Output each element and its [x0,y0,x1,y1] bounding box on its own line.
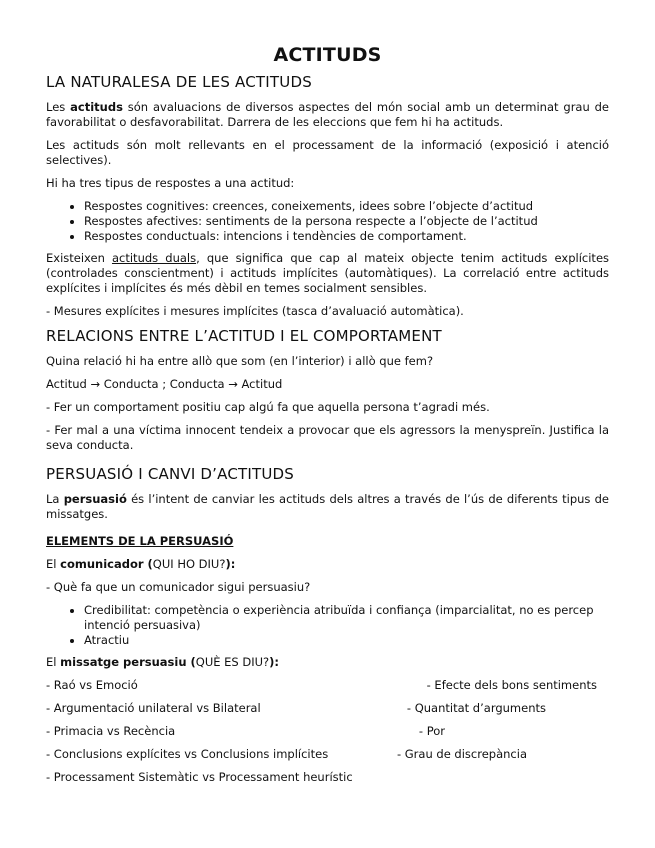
bold-term: persuasió [63,492,127,506]
list-item: • Respostes cognitives: creences, coneixements, idees sobre l’objecte d’actitud [84,199,609,214]
paragraph-persuasion [46,492,609,522]
message-right: - Efecte dels bons sentiments [426,678,597,692]
message-label [46,655,609,670]
message-row [46,678,609,693]
text: Existeixen [46,251,112,265]
paragraph-definition [46,100,609,130]
text: és l’intent de canviar les actituds dels altres a través de l’ús de diferents tipus de missatges. [46,492,609,521]
message-row [46,724,609,739]
message-left: - Raó vs Emoció [46,678,138,692]
message-row [46,701,609,716]
list-item: • Respostes conductuals: intencions i tendències de comportament. [84,229,609,244]
list-item: • Credibilitat: competència o experiència atribuïda i confiança (imparcialitat, no es percep intenció persuasiva) [84,603,609,633]
document-page [46,44,609,793]
text: QUÈ ES DIU? [195,655,270,669]
section-heading-naturalesa: LA NATURALESA DE LES ACTITUDS [46,73,312,91]
section-heading-relacions: RELACIONS ENTRE L’ACTITUD I EL COMPORTAMENT [46,327,442,345]
text: El [46,557,61,571]
underlined-term: actituds duals [111,251,197,265]
message-right: - Quantitat d’arguments [406,701,546,715]
paragraph-question: Quina relació hi ha entre allò que som (en l’interior) i allò que fem? [46,354,434,368]
text: Les [46,100,71,114]
message-left: - Conclusions explícites vs Conclusions implícites [46,747,329,761]
message-left: - Primacia vs Recència [46,724,176,738]
paragraph-response-types: Hi ha tres tipus de respostes a una actitud: [46,176,295,190]
list-item: • Respostes afectives: sentiments de la persona respecte a l’objecte de l’actitud [84,214,609,229]
paragraph-dual-attitudes [46,251,609,296]
communicator-list [46,603,609,648]
text: són avaluacions de diversos aspectes del món social amb un determinat grau de favorabilitat o desfavorabilitat. Darrera de les eleccions que fem hi ha actituds. [46,100,609,129]
paragraph-victim: - Fer mal a una víctima innocent tendeix a provocar que els agressors la menyspreïn. Justifica la seva conducta. [46,423,609,452]
paragraph-measures: - Mesures explícites i mesures implícites (tasca d’avaluació automàtica). [46,304,464,318]
paragraph-positive: - Fer un comportament positiu cap algú fa que aquella persona t’agradi més. [46,400,490,414]
text: El [46,655,61,669]
text: , que significa que cap al mateix objecte tenim actituds explícites (controlades conscientment) i actituds implícites (automàtiques). La correlació entre actituds explícites i implícites és més dèbil en temes socialment sensibles. [46,251,610,295]
document-title: ACTITUDS [273,44,382,66]
text: La [46,492,64,506]
list-item: • Atractiu [84,633,609,648]
message-left: - Argumentació unilateral vs Bilateral [46,701,261,715]
message-right: - Por [418,724,445,738]
bold-term: ): [269,655,280,669]
bold-term: missatge persuasiu ( [60,655,196,669]
bold-term: comunicador ( [60,557,153,571]
paragraph-relevance: Les actituds són molt rellevants en el processament de la informació (exposició i atenció selectives). [46,138,609,167]
bold-term: actituds [70,100,123,114]
communicator-question: - Què fa que un comunicador sigui persuasiu? [46,580,311,594]
response-list [46,199,609,244]
section-heading-persuasio: PERSUASIÓ I CANVI D’ACTITUDS [46,465,295,483]
communicator-label [46,557,609,572]
message-right: - Grau de discrepància [396,747,527,761]
bold-term: ): [225,557,236,571]
text: QUI HO DIU? [152,557,226,571]
elements-heading: ELEMENTS DE LA PERSUASIÓ [46,534,234,548]
message-last: - Processament Sistemàtic vs Processament heurístic [46,770,353,784]
paragraph-arrows: Actitud → Conducta ; Conducta → Actitud [46,377,283,391]
message-row [46,747,609,762]
